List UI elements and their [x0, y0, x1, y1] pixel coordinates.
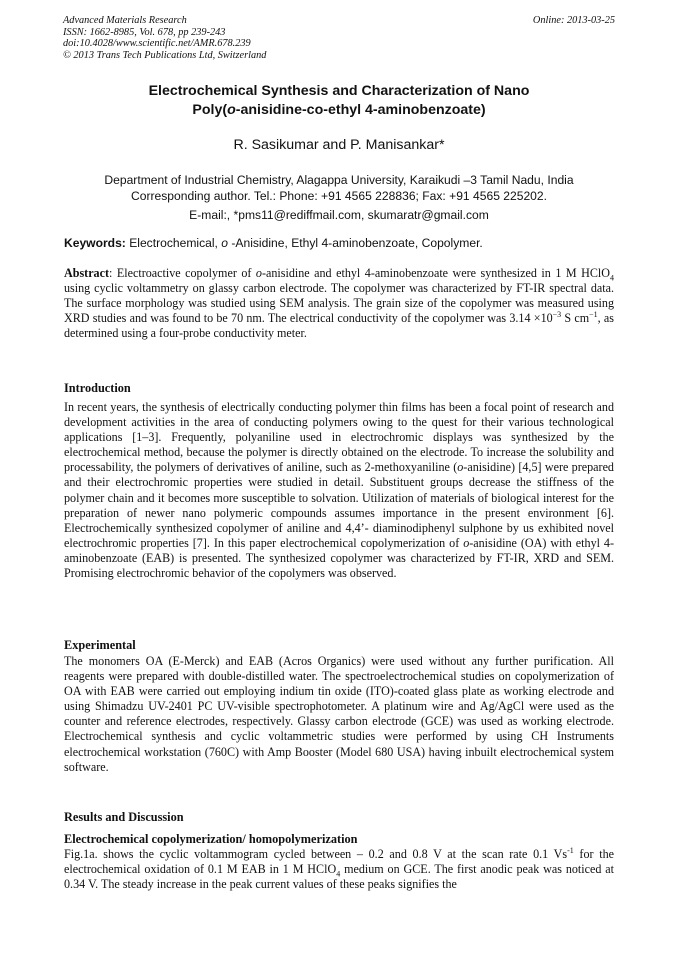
doi-line: doi:10.4028/www.scientific.net/AMR.678.239 [63, 38, 251, 50]
abstract-text: : Electroactive copolymer of [109, 266, 256, 280]
keywords-text: Electrochemical, [125, 236, 222, 250]
experimental-paragraph: The monomers OA (E-Merck) and EAB (Acros Organics) were used without any further purification. All reagents were prepared with double-distilled water. The spectroelectrochemical studies on copolymerization of OA with EAB were carried out employing indium tin oxide (ITO)-coated glass plate as working electrode and using Shimadzu UV-2401 PC UV-visible spectrophotometer. A platinum wire and Ag/AgCl were used as the counter and reference electrodes, respectively. Glassy carbon electrode (GCE) was used as working electrode. Electrochemical synthesis and cyclic voltammetric studies were performed by using CH Instruments electrochemical workstation (760C) with Amp Booster (Model 680 USA) having inbuilt electrochemical system software. [64, 654, 614, 774]
abstract [64, 266, 614, 341]
affiliation-line-1: Department of Industrial Chemistry, Alagappa University, Karaikudi –3 Tamil Nadu, India [104, 173, 574, 187]
abstract-text: S cm [561, 311, 590, 326]
journal-header [63, 15, 615, 61]
abstract-text: using cyclic voltammetry on glassy carbon electrode. The copolymer was characterized by FT-IR spectral data. The surface morphology was studied using SEM analysis. The grain size of the copolymer was measured using XRD studies and was found to be 70 nm. The electrical conductivity of the copolymer was 3.14 ×10 [64, 281, 614, 326]
introduction-heading: Introduction [64, 381, 131, 395]
intro-italic: o [463, 535, 470, 550]
keywords-label: Keywords: [64, 236, 126, 250]
results-text: Fig.1a. shows the cyclic voltammogram cycled between – 0.2 and 0.8 V at the scan rate 0.1 Vs [64, 847, 568, 861]
keywords-italic: o [221, 236, 229, 250]
introduction-paragraph [64, 400, 614, 581]
experimental-heading: Experimental [64, 638, 136, 652]
title-line-2 [60, 101, 618, 120]
abstract-superscript: −1 [589, 310, 598, 320]
results-subscript: 4 [336, 869, 341, 879]
keywords-text: -Anisidine, Ethyl 4-aminobenzoate, Copolymer. [228, 236, 483, 250]
intro-italic: o [457, 460, 464, 475]
affiliation-line-2: Corresponding author. Tel.: Phone: +91 4565 228836; Fax: +91 4565 225202. [131, 188, 547, 203]
authors: R. Sasikumar and P. Manisankar* [233, 137, 445, 153]
title-text: -anisidine-co-ethyl 4-aminobenzoate) [235, 102, 486, 118]
paper-title [60, 82, 618, 120]
intro-text: -anisidine (OA) with ethyl 4-aminobenzoate (EAB) is presented. The synthesized copolymer was characterized by FT-IR, XRD and SEM. Promising electrochromic behavior of the copolymers was observed. [64, 535, 614, 581]
copyright-line: © 2013 Trans Tech Publications Ltd, Switzerland [63, 49, 267, 61]
affiliation [40, 173, 638, 204]
results-text: for the electrochemical oxidation of 0.1 M EAB in 1 M HClO [64, 847, 614, 877]
abstract-subscript: 4 [610, 273, 614, 283]
results-superscript: -1 [567, 845, 574, 855]
abstract-label: Abstract [64, 266, 110, 280]
title-text: Poly( [192, 102, 228, 118]
results-paragraph [64, 847, 614, 892]
results-heading: Results and Discussion [64, 810, 184, 824]
journal-name: Advanced Materials Research [63, 15, 187, 26]
issn-line: ISSN: 1662-8985, Vol. 678, pp 239-243 [63, 26, 226, 38]
abstract-italic: o [255, 266, 262, 280]
keywords [64, 236, 614, 250]
abstract-text: , as determined using a four-probe conductivity meter. [64, 311, 614, 341]
title-line-1: Electrochemical Synthesis and Characterization of Nano [148, 83, 530, 99]
online-date: Online: 2013-03-25 [532, 15, 615, 26]
title-italic: o [227, 102, 236, 118]
abstract-superscript: −3 [552, 310, 562, 320]
results-subheading: Electrochemical copolymerization/ homopolymerization [64, 832, 358, 846]
email-line: E-mail:, *pms11@rediffmail.com, skumaratr@gmail.com [189, 208, 489, 222]
intro-text: -anisidine) [4,5] were prepared and their electrochromic properties were studied in detail. Substituent groups decrease the stiffness of the polymer chain and it becomes more susceptible to solvation. Utilization of materials of biological interest for the preparation of newer nano polymeric compounds assumes importance in the present environment [6]. Electrochemically synthesized copolymer of aniline and 4,4’- diaminodiphenyl sulphone by us exhibited novel electrochromic properties [7]. In this paper electrochemical copolymerization of [64, 460, 614, 550]
results-text: medium on GCE. The first anodic peak was noticed at 0.34 V. The steady increase in the peak current values of these peaks signifies the [64, 862, 615, 892]
intro-text: In recent years, the synthesis of electrically conducting polymer thin films has been a focal point of research and development activities in the area of conducting polymers owing to the quest for their various technological applications [1–3]. Frequently, polyaniline used in electrochromic displays was synthesized by the electrochemical method, because the polymer is directly obtained on the electrode. To increase the solubility and processability, the polymers of derivatives of aniline, such as 2-methoxyaniline ( [64, 400, 614, 475]
abstract-text: -anisidine and ethyl 4-aminobenzoate were synthesized in 1 M HClO [261, 266, 610, 280]
